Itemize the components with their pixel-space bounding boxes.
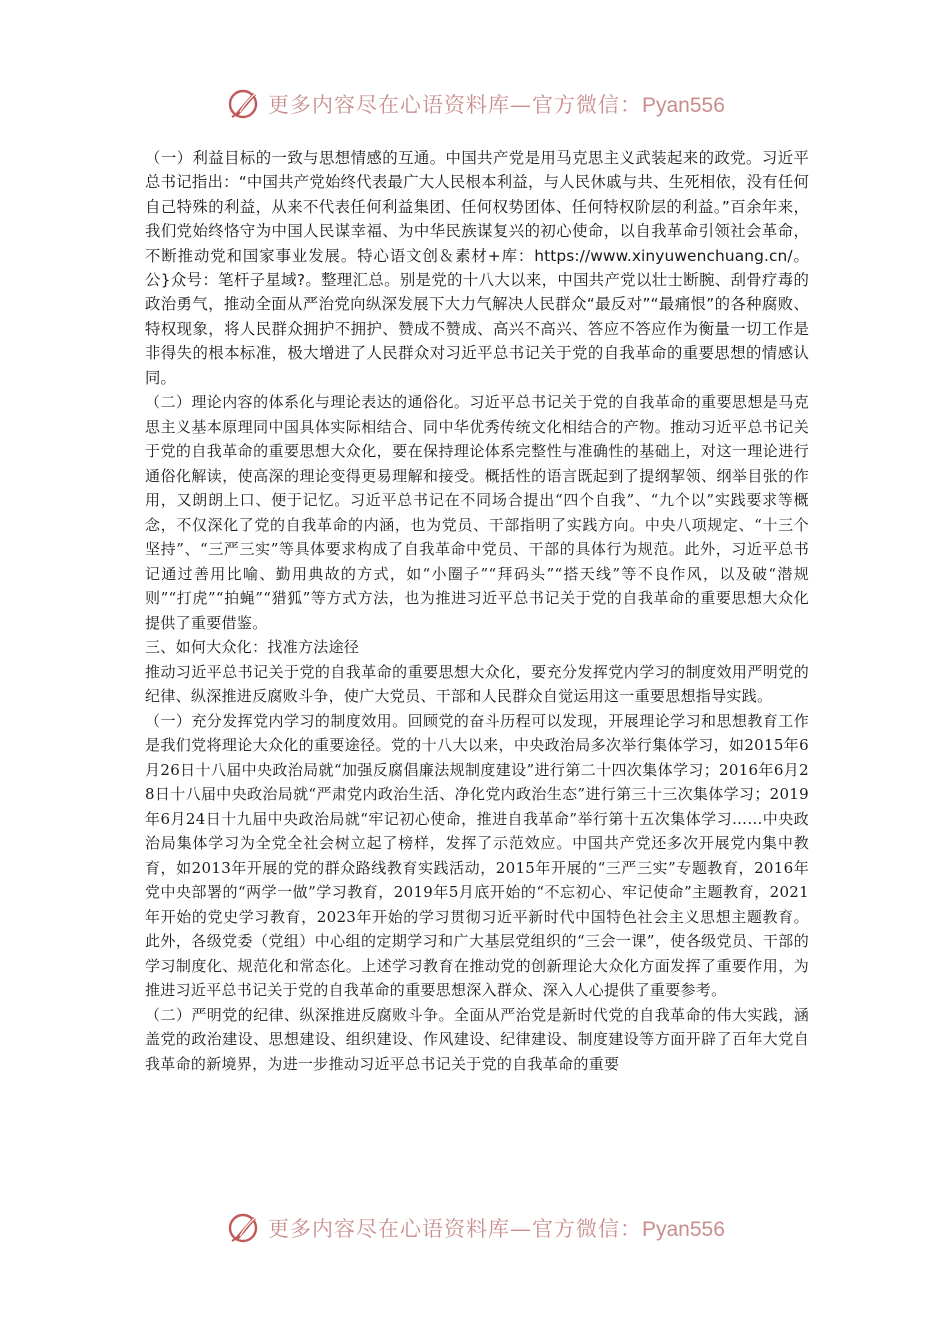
footer-watermark-banner xyxy=(226,1208,746,1248)
paragraph-1: （一）利益目标的一致与思想情感的互通。中国共产党是用马克思主义武装起来的政党。习近平总书记指出：“中国共产党始终代表最广大人民根本利益，与人民休戚与共、生死相依，没有任何自己特殊的利益，从来不代表任何利益集团、任何权势团体、任何特权阶层的利益。”百余年来，我们党始终恪守为中国人民谋幸福、为中华民族谋复兴的初心使命，以自我革命引领社会革命，不断推动党和国家事业发展。特心语文创＆素材+库：https://www.xinyuwenchuang.cn/。公}众号：笔杆子星域?。整理汇总。别是党的十八大以来，中国共产党以壮士断腕、刮骨疗毒的政治勇气，推动全面从严治党向纵深发展下大力气解决人民群众“最反对”“最痛恨”的各种腐败、特权现象，将人民群众拥护不拥护、赞成不赞成、高兴不高兴、答应不答应作为衡量一切工作是非得失的根本标准，极大增进了人民群众对习近平总书记关于党的自我革命的重要思想的情感认同。 xyxy=(145,149,809,387)
watermark-wechat-id: Pyan556 xyxy=(642,1218,725,1241)
paragraph-6: （二）严明党的纪律、纵深推进反腐败斗争。全面从严治党是新时代党的自我革命的伟大实践，涵盖党的政治建设、思想建设、组织建设、作风建设、纪律建设、制度建设等方面开辟了百年大党自我革命的新境界，为进一步推动习近平总书记关于党的自我革命的重要 xyxy=(145,1005,809,1073)
header-watermark-banner xyxy=(226,84,746,124)
paragraph-5: （一）充分发挥党内学习的制度效用。回顾党的奋斗历程可以发现，开展理论学习和思想教育工作是我们党将理论大众化的重要途径。党的十八大以来，中央政治局多次举行集体学习，如2015年6月26日十八届中央政治局就“加强反腐倡廉法规制度建设”进行第二十四次集体学习；2016年6月28日十八届中央政治局就“严肃党内政治生活、净化党内政治生态”进行第三十三次集体学习；2019年6月24日十九届中央政治局就“牢记初心使命，推进自我革命”举行第十五次集体学习……中央政治局集体学习为全党全社会树立起了榜样，发挥了示范效应。中国共产党还多次开展党内集中教育，如2013年开展的党的群众路线教育实践活动，2015年开展的“三严三实”专题教育，2016年党中央部署的“两学一做”学习教育，2019年5月底开始的“不忘初心、牢记使命”主题教育，2021年开始的党史学习教育，2023年开始的学习贯彻习近平新时代中国特色社会主义思想主题教育。此外，各级党委（党组）中心组的定期学习和广大基层党组织的“三会一课”，使各级党员、干部的学习制度化、规范化和常态化。上述学习教育在推动党的创新理论大众化方面发挥了重要作用，为推进习近平总书记关于党的自我革命的重要思想深入群众、深入人心提供了重要参考。 xyxy=(145,711,809,1000)
paragraph-2: （二）理论内容的体系化与理论表达的通俗化。习近平总书记关于党的自我革命的重要思想是马克思主义基本原理同中国具体实际相结合、同中华优秀传统文化相结合的产物。推动习近平总书记关于党的自我革命的重要思想大众化，要在保持理论体系完整性与准确性的基础上，对这一理论进行通俗化解读，使高深的理论变得更易理解和接受。概括性的语言既起到了提纲挈领、纲举目张的作用，又朗朗上口、便于记忆。习近平总书记在不同场合提出“四个自我”、“九个以”实践要求等概念，不仅深化了党的自我革命的内涵，也为党员、干部指明了实践方向。中央八项规定、“十三个坚持”、“三严三实”等具体要求构成了自我革命中党员、干部的具体行为规范。此外，习近平总书记通过善用比喻、勤用典故的方式，如“小圈子”“拜码头”“搭天线”等不良作风，以及破“潜规则”“打虎”“拍蝇”“猎狐”等方式方法，也为推进习近平总书记关于党的自我革命的重要思想大众化提供了重要借鉴。 xyxy=(145,393,809,632)
footer-watermark-text xyxy=(268,1213,725,1243)
quill-pen-logo-icon xyxy=(226,86,262,122)
header-watermark-text xyxy=(268,89,725,119)
paragraph-4: 推动习近平总书记关于党的自我革命的重要思想大众化，要充分发挥党内学习的制度效用严明党的纪律、纵深推进反腐败斗争，使广大党员、干部和人民群众自觉运用这一重要思想指导实践。 xyxy=(145,662,809,706)
document-body xyxy=(145,146,809,1076)
watermark-main-text: 更多内容尽在心语资料库—官方微信： xyxy=(268,93,642,117)
quill-pen-logo-icon xyxy=(226,1210,262,1246)
watermark-main-text: 更多内容尽在心语资料库—官方微信： xyxy=(268,1217,642,1241)
watermark-wechat-id: Pyan556 xyxy=(642,94,725,117)
section-heading-3: 三、如何大众化：找准方法途径 xyxy=(145,638,360,657)
